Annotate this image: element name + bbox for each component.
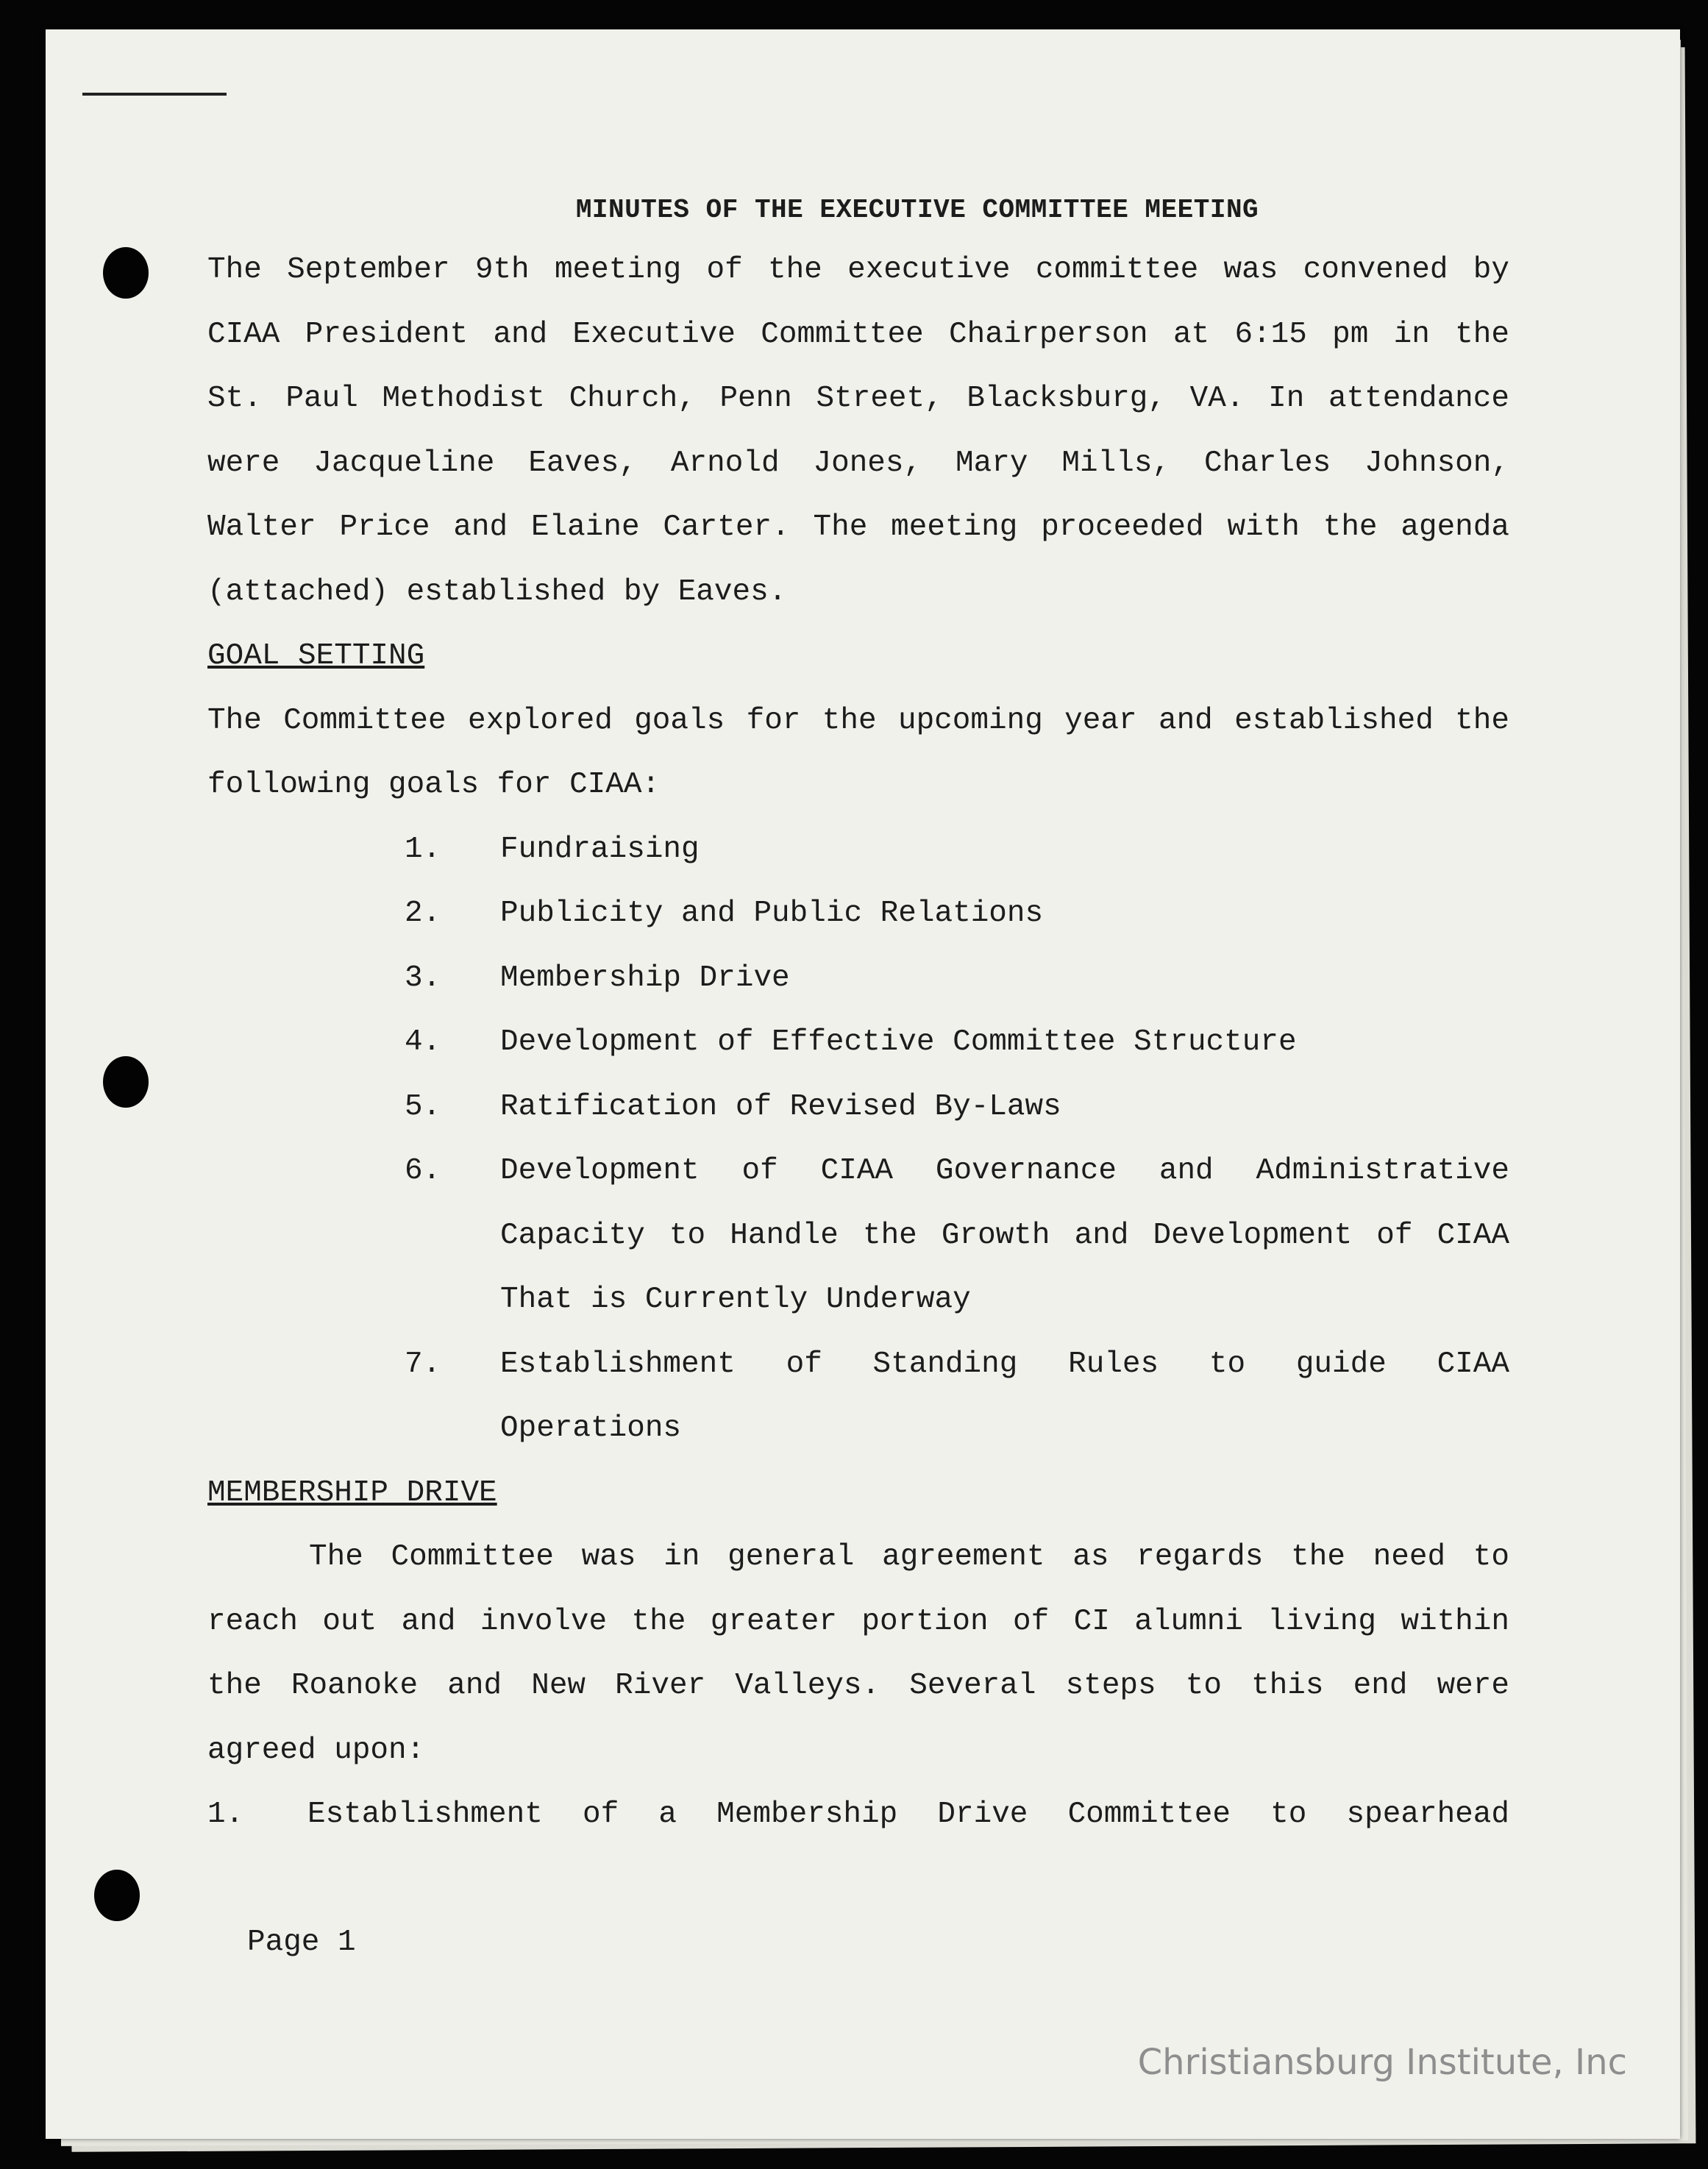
goal-number: 4. xyxy=(405,1025,441,1059)
goal-item xyxy=(207,1139,1509,1333)
goal-number: 5. xyxy=(405,1089,441,1124)
punch-hole-icon xyxy=(94,1870,140,1921)
punch-hole-icon xyxy=(103,247,149,299)
membership-drive-heading: MEMBERSHIP DRIVE xyxy=(207,1475,497,1510)
goal-number: 6. xyxy=(405,1154,441,1188)
watermark: Christiansburg Institute, Inc xyxy=(1137,2042,1627,2083)
goal-item xyxy=(207,818,1509,883)
goal-setting-heading: GOAL SETTING xyxy=(207,639,425,673)
goal-number: 3. xyxy=(405,961,441,995)
goal-text: Fundraising xyxy=(500,832,700,866)
goal-item xyxy=(207,1075,1509,1140)
step-number: 1. xyxy=(207,1798,244,1831)
document-body xyxy=(207,195,1509,1848)
goal-text: Membership Drive xyxy=(500,961,790,995)
goal-item xyxy=(207,1333,1509,1461)
page-title: MINUTES OF THE EXECUTIVE COMMITTEE MEETING xyxy=(575,195,1259,225)
step-text: Establishment of a Membership Drive Committee to spearhead xyxy=(307,1798,1509,1831)
goal-number: 1. xyxy=(405,832,441,866)
goal-item xyxy=(207,882,1509,947)
membership-drive-paragraph: The Committee was in general agreement as regards the need to reach out and involve the greater portion of CI alumni living within the Roanoke and New River Valleys. Several steps to this end were agreed upon: xyxy=(207,1540,1509,1767)
goal-setting-paragraph: The Committee explored goals for the upcoming year and established the following goals for CIAA: xyxy=(207,703,1509,802)
goal-text: Ratification of Revised By-Laws xyxy=(500,1089,1061,1124)
goal-item xyxy=(207,947,1509,1011)
goal-text: Publicity and Public Relations xyxy=(500,897,1044,930)
goal-number: 2. xyxy=(405,897,441,930)
goal-text: Establishment of Standing Rules to guide CIAA Operations xyxy=(500,1347,1509,1445)
corner-mark xyxy=(82,93,227,96)
goal-item xyxy=(207,1011,1509,1075)
page-number: Page 1 xyxy=(247,1926,356,1959)
punch-hole-icon xyxy=(103,1056,149,1108)
goal-text: Development of Effective Committee Structure xyxy=(500,1025,1297,1059)
goal-list xyxy=(207,818,1509,1461)
goal-text: Development of CIAA Governance and Administrative Capacity to Handle the Growth and Development of CIAA That is Currently Underway xyxy=(500,1154,1509,1317)
step-item xyxy=(207,1783,1509,1848)
goal-number: 7. xyxy=(405,1347,441,1381)
intro-paragraph: The September 9th meeting of the executive committee was convened by CIAA President and Executive Committee Chairperson at 6:15 pm in the St. Paul Methodist Church, Penn Street, Blacksburg, VA. In attendance were Jacqueline Eaves, Arnold Jones, Mary Mills, Charles Johnson, Walter Price and Elaine Carter. The meeting proceeded with the agenda (attached) established by Eaves. xyxy=(207,253,1509,609)
